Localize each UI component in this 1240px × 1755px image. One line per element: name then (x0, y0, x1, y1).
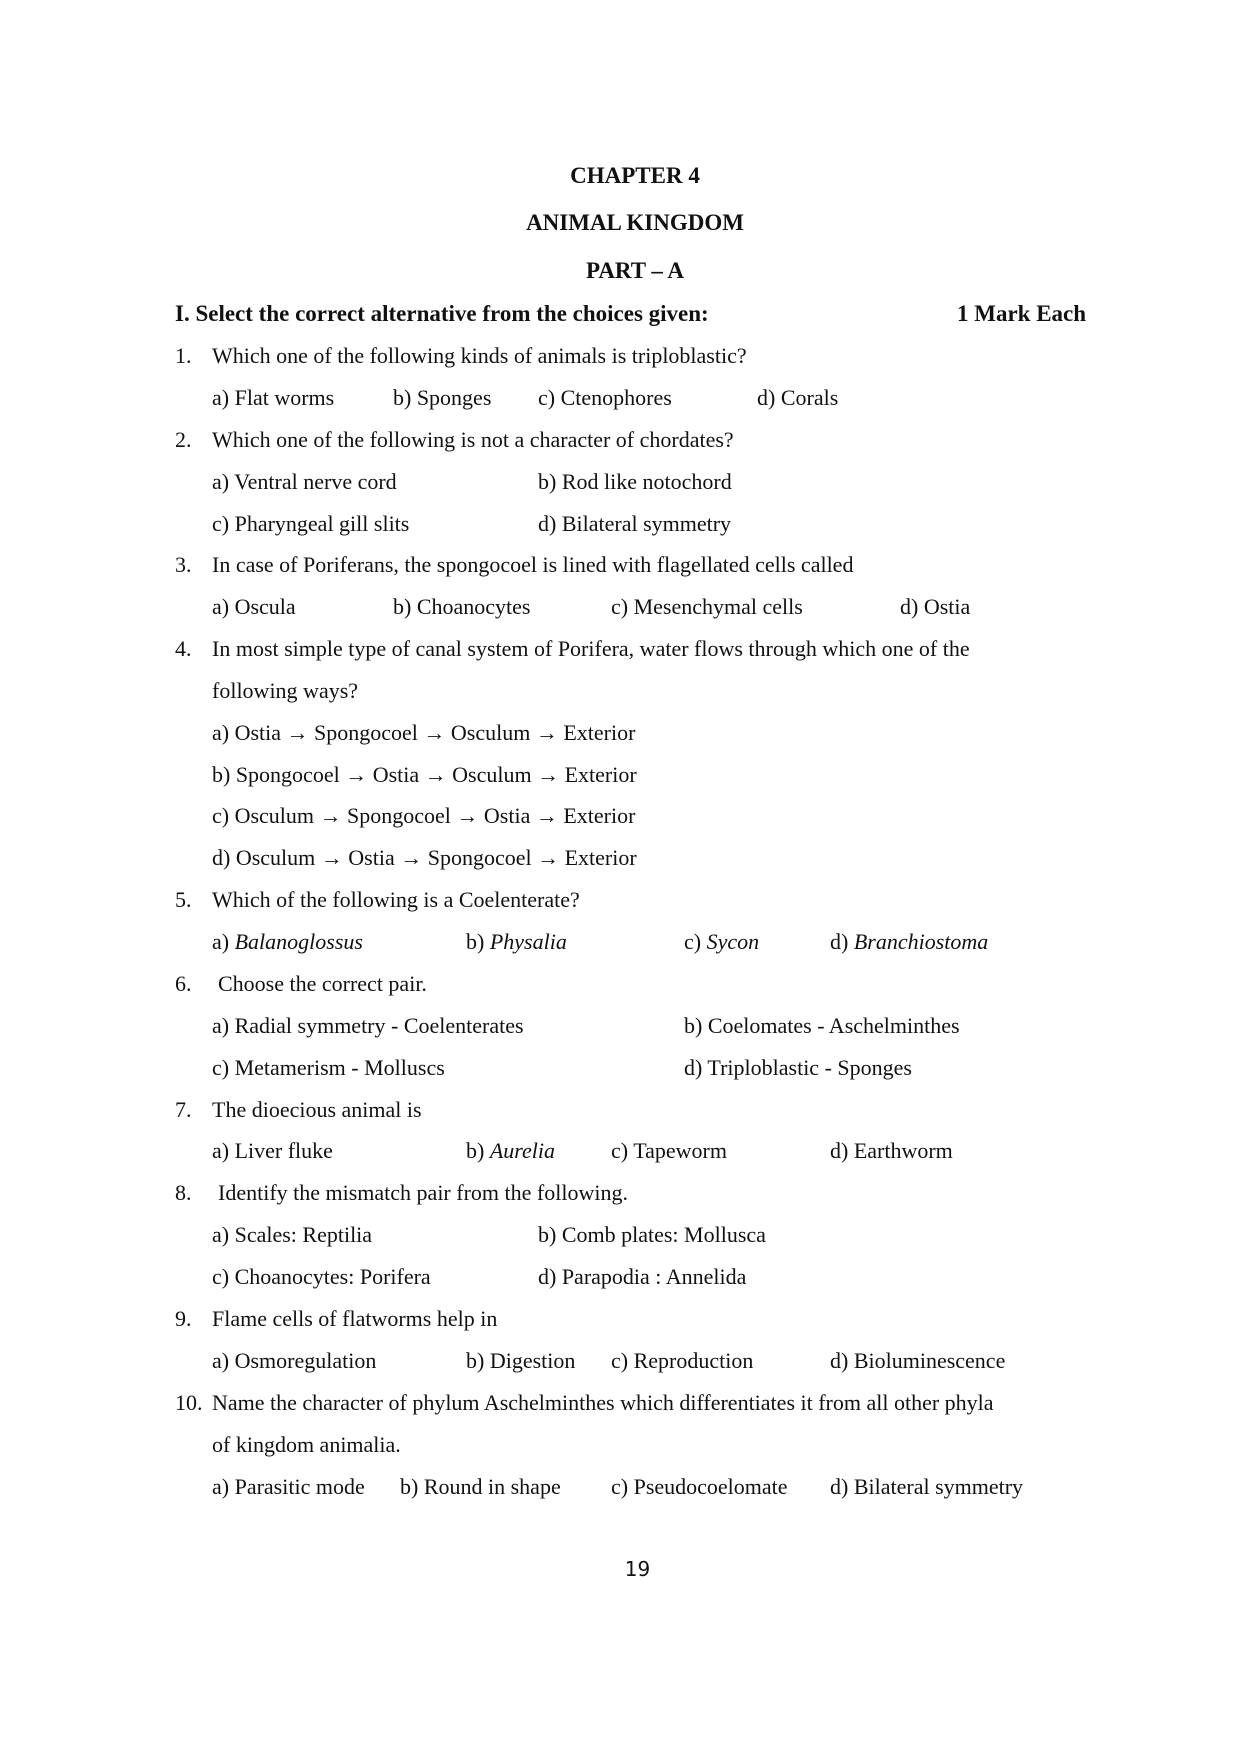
option-c (684, 928, 759, 956)
option-a: a) Flat worms (212, 385, 335, 410)
option-a (212, 928, 363, 956)
chapter-title: ANIMAL KINGDOM (526, 210, 744, 235)
option-d-prefix: d) (830, 929, 854, 954)
option-c: c) Choanocytes: Porifera (212, 1264, 431, 1289)
option-c: c) Mesenchymal cells (611, 594, 803, 619)
question-number: 2. (175, 427, 192, 452)
question-text: Choose the correct pair. (218, 971, 427, 996)
option-b: b) Choanocytes (393, 594, 531, 619)
question-text: The dioecious animal is (212, 1097, 422, 1122)
question-text: In case of Poriferans, the spongocoel is lined with flagellated cells called (212, 552, 854, 577)
option-c: c) Pharyngeal gill slits (212, 511, 410, 536)
question-text-line1: In most simple type of canal system of Porifera, water flows through which one of the (212, 636, 970, 661)
option-a: a) Osmoregulation (212, 1348, 377, 1373)
question-text: Identify the mismatch pair from the following. (218, 1180, 628, 1205)
section-instruction: I. Select the correct alternative from the choices given: (175, 301, 709, 326)
option-d: d) Corals (757, 385, 839, 410)
question-text: Which one of the following kinds of animals is triploblastic? (212, 343, 747, 368)
option-a: a) Oscula (212, 594, 296, 619)
question-number: 4. (175, 636, 192, 661)
question-text-line2: of kingdom animalia. (212, 1432, 401, 1457)
option-b: b) Rod like notochord (538, 469, 732, 494)
question-number: 9. (175, 1306, 192, 1331)
option-b: b) Spongocoel → Ostia → Osculum → Exterior (212, 762, 637, 787)
option-d (830, 928, 988, 956)
option-b-prefix: b) (466, 1138, 490, 1163)
option-b (466, 1137, 555, 1165)
option-d: d) Triploblastic - Sponges (684, 1055, 912, 1080)
option-a: a) Parasitic mode (212, 1474, 365, 1499)
option-a: a) Scales: Reptilia (212, 1222, 373, 1247)
option-c: c) Ctenophores (538, 385, 672, 410)
option-d: d) Bioluminescence (830, 1348, 1006, 1373)
option-c: c) Osculum → Spongocoel → Ostia → Exterior (212, 803, 636, 828)
option-c-prefix: c) (684, 929, 707, 954)
option-a-species: Balanoglossus (234, 929, 363, 954)
question-number: 10. (175, 1390, 203, 1415)
option-a-prefix: a) (212, 929, 235, 954)
question-text-line2: following ways? (212, 678, 359, 703)
option-d: d) Bilateral symmetry (830, 1474, 1024, 1499)
option-d: d) Earthworm (830, 1138, 953, 1163)
option-c: c) Metamerism - Molluscs (212, 1055, 445, 1080)
option-a: a) Ostia → Spongocoel → Osculum → Exterior (212, 720, 636, 745)
option-b: b) Digestion (466, 1348, 576, 1373)
option-b (466, 928, 567, 956)
option-a: a) Liver fluke (212, 1138, 333, 1163)
question-text: Flame cells of flatworms help in (212, 1306, 498, 1331)
question-number: 7. (175, 1097, 192, 1122)
option-d: d) Ostia (900, 594, 971, 619)
option-d: d) Bilateral symmetry (538, 511, 732, 536)
option-b-prefix: b) (466, 929, 490, 954)
option-c: c) Tapeworm (611, 1138, 727, 1163)
option-c-species: Sycon (706, 929, 760, 954)
question-number: 3. (175, 552, 192, 577)
question-text-line1: Name the character of phylum Aschelminthes which differentiates it from all other phyla (212, 1390, 994, 1415)
question-number: 5. (175, 887, 192, 912)
question-number: 8. (175, 1180, 192, 1205)
option-d-species: Branchiostoma (853, 929, 989, 954)
section-marks: 1 Mark Each (957, 301, 1087, 326)
option-a: a) Radial symmetry - Coelenterates (212, 1013, 524, 1038)
option-b: b) Coelomates - Aschelminthes (684, 1013, 960, 1038)
option-a: a) Ventral nerve cord (212, 469, 397, 494)
chapter-heading: CHAPTER 4 (570, 163, 700, 188)
option-b: b) Round in shape (400, 1474, 561, 1499)
option-c: c) Reproduction (611, 1348, 754, 1373)
question-number: 1. (175, 343, 192, 368)
question-number: 6. (175, 971, 192, 996)
question-text: Which one of the following is not a character of chordates? (212, 427, 734, 452)
option-d: d) Osculum → Ostia → Spongocoel → Exterior (212, 845, 637, 870)
option-c: c) Pseudocoelomate (611, 1474, 788, 1499)
option-d: d) Parapodia : Annelida (538, 1264, 747, 1289)
option-b: b) Sponges (393, 385, 492, 410)
option-b-species: Aurelia (489, 1138, 556, 1163)
part-heading: PART – A (585, 258, 685, 283)
option-b: b) Comb plates: Mollusca (538, 1222, 766, 1247)
option-b-species: Physalia (489, 929, 567, 954)
question-text: Which of the following is a Coelenterate? (212, 887, 580, 912)
page-number: 19 (624, 1557, 651, 1581)
